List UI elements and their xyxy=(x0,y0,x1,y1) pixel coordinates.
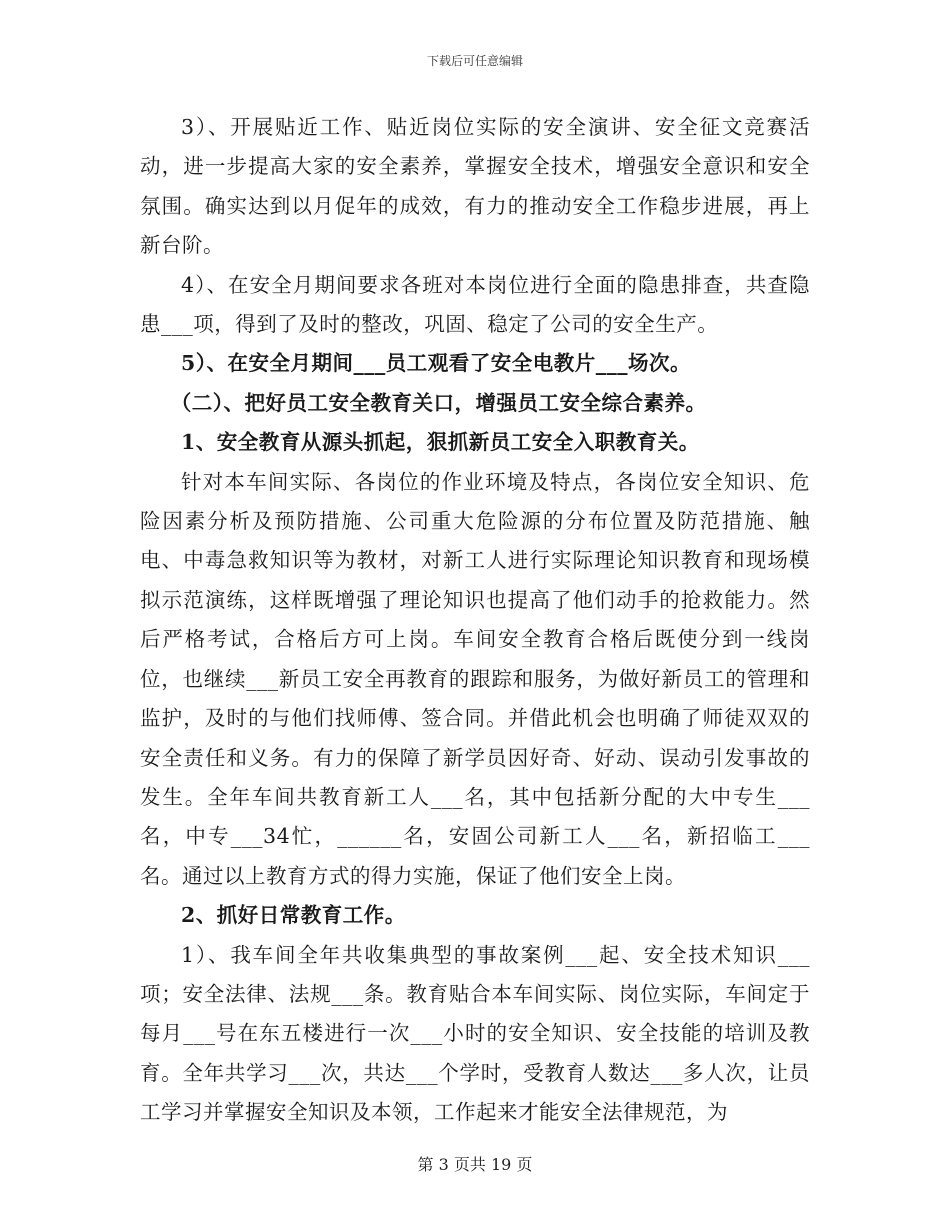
paragraph-3: 3）、开展贴近工作、贴近岗位实际的安全演讲、安全征文竞赛活动，进一步提高大家的安全素养，掌握安全技术，增强安全意识和安全氛围。确实达到以月促年的成效，有力的推动安全工作稳步进展，再上新台阶。 xyxy=(140,115,810,258)
paragraph-new-employee-education: 针对本车间实际、各岗位的作业环境及特点，各岗位安全知识、危险因素分析及预防措施、公司重大危险源的分布位置及防范措施、触电、中毒急救知识等为教材，对新工人进行实际理论知识教育和现场模拟示范演练，这样既增强了理论知识也提高了他们动手的抢救能力。然后严格考试，合格后方可上岗。车间安全教育合格后既使分到一线岗位，也继续___新员工安全再教育的跟踪和服务，为做好新员工的管理和监护，及时的与他们找师傅、签合同。并借此机会也明确了师徒双双的安全责任和义务。有力的保障了新学员因好奇、好动、误动引发事故的发生。全年车间共教育新工人___名，其中包括新分配的大中专生___名，中专___34忙，______名，安固公司新工人___名，新招临工___名。通过以上教育方式的得力实施，保证了他们安全上岗。 xyxy=(140,469,810,888)
page-header: 下载后可任意编辑 xyxy=(426,54,523,68)
page-footer: 第 3 页共 19 页 xyxy=(417,1155,533,1174)
subheading-2: 2、抓好日常教育工作。 xyxy=(181,903,406,928)
paragraph-daily-education: 1）、我车间全年共收集典型的事故案例___起、安全技术知识___项；安全法律、法规___条。教育贴合本车间实际、岗位实际，车间定于每月___号在东五楼进行一次___小时的安全知识、安全技能的培训及教育。全年共学习___次，共达___个学时，受教育人数达___多人次，让员工学习并掌握安全知识及本领，工作起来才能安全法律规范，为 xyxy=(140,942,810,1125)
section-heading-2: （二）、把好员工安全教育关口，增强员工安全综合素养。 xyxy=(170,390,707,415)
subheading-1: 1、安全教育从源头抓起，狠抓新员工安全入职教育关。 xyxy=(181,430,700,455)
document-body xyxy=(140,108,810,1133)
paragraph-5: 5）、在安全月期间___员工观看了安全电教片___场次。 xyxy=(181,351,692,376)
paragraph-4: 4）、在安全月期间要求各班对本岗位进行全面的隐患排查，共查隐患___项，得到了及时的整改，巩固、稳定了公司的安全生产。 xyxy=(140,272,810,337)
